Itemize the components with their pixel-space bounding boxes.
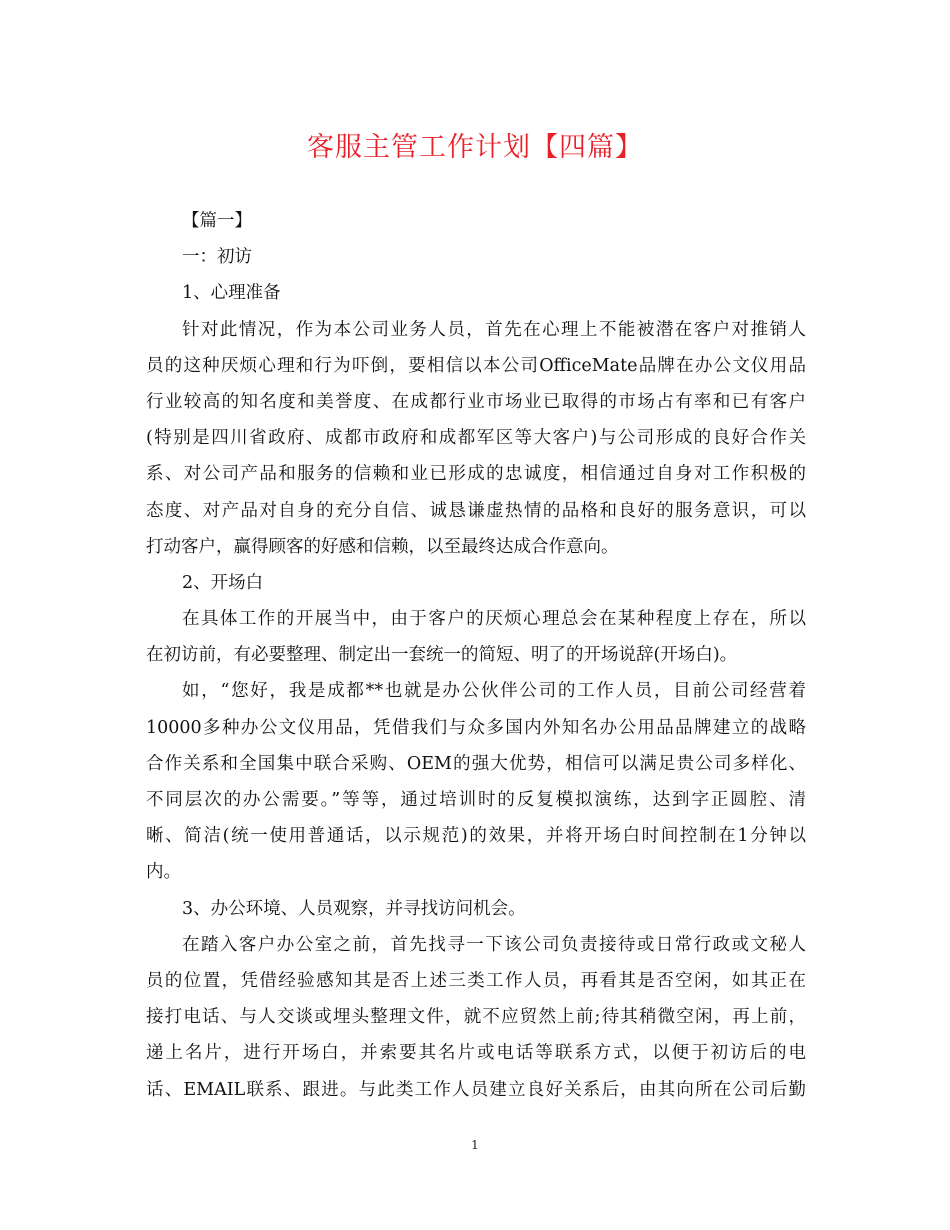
body-line: 内。 <box>146 862 181 883</box>
body-line: 行业较高的知名度和美誉度、在成都行业市场业已取得的市场占有率和已有客户 <box>146 391 806 412</box>
body-line: 3、办公环境、人员观察，并寻找访问机会。 <box>182 898 526 919</box>
body-line: 在踏入客户办公室之前，首先找寻一下该公司负责接待或日常行政或文秘人 <box>182 934 806 955</box>
body-line: 递上名片，进行开场白，并索要其名片或电话等联系方式，以便于初访后的电 <box>146 1043 806 1064</box>
body-line: 2、开场白 <box>182 572 264 593</box>
body-line: 【篇一】 <box>182 211 252 231</box>
document-body <box>146 203 806 1108</box>
body-line: 合作关系和全国集中联合采购、OEM的强大优势，相信可以满足贵公司多样化、 <box>146 753 806 774</box>
body-line: 员的这种厌烦心理和行为吓倒，要相信以本公司OfficeMate品牌在办公文仪用品 <box>146 355 806 376</box>
body-line: 10000多种办公文仪用品，凭借我们与众多国内外知名办公用品品牌建立的战略 <box>146 717 806 738</box>
body-line: 晰、简洁(统一使用普通话，以示规范)的效果，并将开场白时间控制在1分钟以 <box>146 826 806 847</box>
body-line: 如，“您好，我是成都**也就是办公伙伴公司的工作人员，目前公司经营着 <box>182 681 806 702</box>
body-line: 在具体工作的开展当中，由于客户的厌烦心理总会在某种程度上存在，所以 <box>182 609 806 630</box>
body-line: 打动客户，赢得顾客的好感和信赖，以至最终达成合作意向。 <box>146 536 619 557</box>
body-line: 1、心理准备 <box>182 283 281 304</box>
body-line: 不同层次的办公需要。”等等，通过培训时的反复模拟演练，达到字正圆腔、清 <box>146 790 806 810</box>
body-line: 在初访前，有必要整理、制定出一套统一的简短、明了的开场说辞(开场白)。 <box>146 645 738 666</box>
body-line: 态度、对产品对自身的充分自信、诚恳谦虚热情的品格和良好的服务意识，可以 <box>146 500 806 521</box>
body-line: 针对此情况，作为本公司业务人员，首先在心理上不能被潜在客户对推销人 <box>182 319 806 340</box>
body-line: 员的位置，凭借经验感知其是否上述三类工作人员，再看其是否空闲，如其正在 <box>146 970 806 991</box>
body-line: 接打电话、与人交谈或埋头整理文件，就不应贸然上前;待其稍微空闲，再上前， <box>146 1007 806 1028</box>
page-number: 1 <box>471 1138 479 1152</box>
body-line: (特别是四川省政府、成都市政府和成都军区等大客户)与公司形成的良好合作关 <box>146 428 806 449</box>
body-line: 一：初访 <box>182 247 252 268</box>
body-line: 话、EMAIL联系、跟进。与此类工作人员建立良好关系后，由其向所在公司后勤 <box>146 1079 806 1100</box>
body-line: 系、对公司产品和服务的信赖和业已形成的忠诚度，相信通过自身对工作积极的 <box>146 464 806 485</box>
document-title: 客服主管工作计划【四篇】 <box>307 132 643 163</box>
